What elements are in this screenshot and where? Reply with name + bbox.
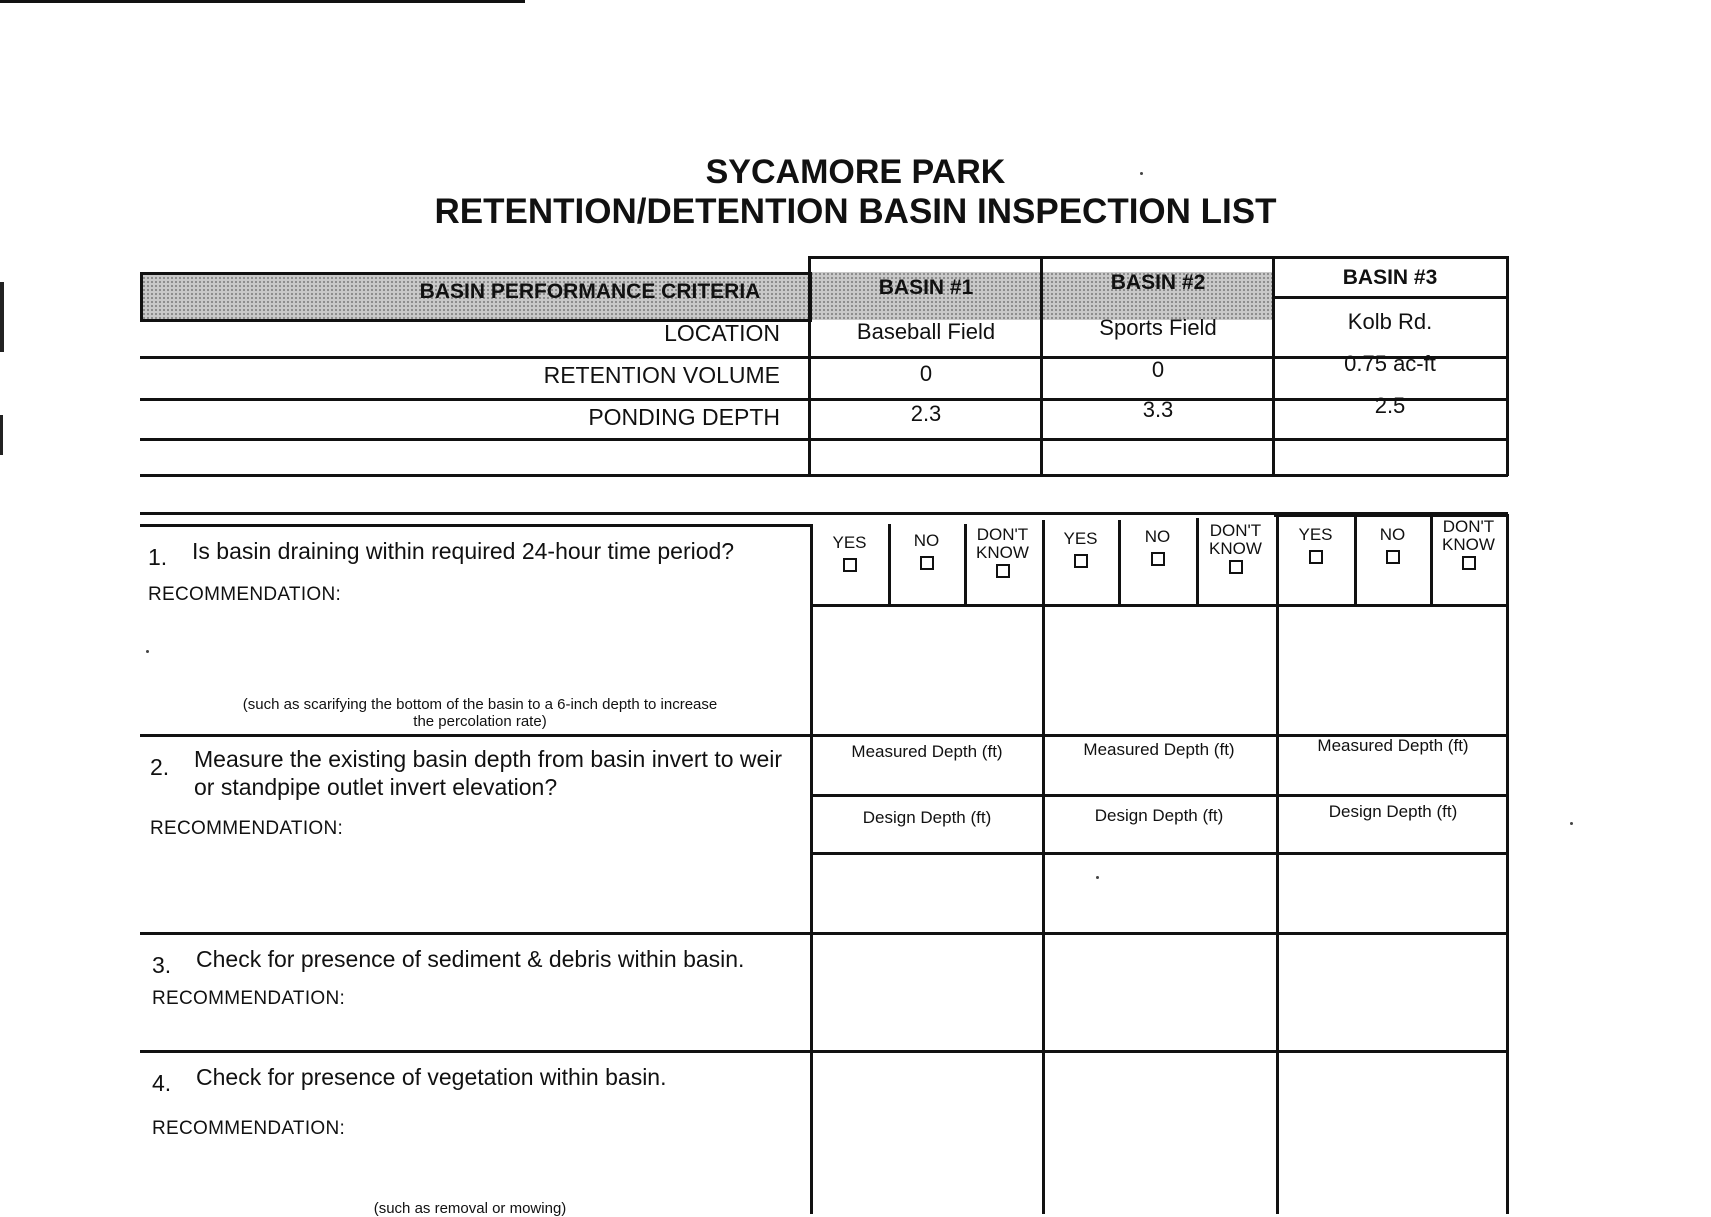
retention-volume-label: RETENTION VOLUME xyxy=(543,362,780,388)
scan-speck xyxy=(1570,822,1573,825)
checkbox[interactable] xyxy=(996,564,1010,578)
q1-note-line1: (such as scarifying the bottom of the basin to a 6-inch depth to increase xyxy=(242,696,718,713)
q4-number: 4. xyxy=(152,1070,172,1096)
dontknow-label: KNOW xyxy=(1442,535,1495,554)
basin1-location: Baseball Field xyxy=(856,319,996,344)
scan-edge-mark xyxy=(0,282,4,352)
q1-note xyxy=(150,696,810,730)
basin2-design-depth-label: Design Depth (ft) xyxy=(1094,806,1224,825)
checkbox[interactable] xyxy=(843,558,857,572)
q2-text-line2: or standpipe outlet invert elevation? xyxy=(194,774,558,800)
q1-note-line2: the percolation rate) xyxy=(413,713,547,730)
basin3-design-depth-label: Design Depth (ft) xyxy=(1328,802,1458,821)
basin2-header: BASIN #2 xyxy=(1110,271,1206,294)
dontknow-label: DON'T xyxy=(1209,521,1262,540)
table-rule xyxy=(140,1050,1508,1053)
basin3-q1-no[interactable] xyxy=(1355,526,1430,564)
q2-text-line1: Measure the existing basin depth from basin invert to weir xyxy=(194,746,783,772)
no-label: NO xyxy=(1144,527,1171,546)
q3-text: Check for presence of sediment & debris within basin. xyxy=(196,946,745,972)
document-title: SYCAMORE PARK xyxy=(705,153,1006,191)
dontknow-label: KNOW xyxy=(976,543,1029,562)
basin3-header: BASIN #3 xyxy=(1342,266,1438,289)
basin3-ponding-depth: 2.5 xyxy=(1374,393,1406,418)
basin2-retention-volume: 0 xyxy=(1151,357,1165,382)
yes-label: YES xyxy=(1298,525,1333,544)
basin3-measured-depth-label: Measured Depth (ft) xyxy=(1317,736,1469,755)
scan-speck xyxy=(146,650,149,653)
basin2-location: Sports Field xyxy=(1099,315,1217,340)
checkbox[interactable] xyxy=(1309,550,1323,564)
table-rule xyxy=(1506,256,1509,476)
scan-speck xyxy=(1140,172,1143,175)
location-label: LOCATION xyxy=(664,320,780,346)
basin2-q1-no[interactable] xyxy=(1120,528,1195,566)
checkbox[interactable] xyxy=(1074,554,1088,568)
basin1-q1-no[interactable] xyxy=(889,532,964,570)
table-rule xyxy=(810,852,1508,855)
checkbox[interactable] xyxy=(1151,552,1165,566)
scan-speck xyxy=(1096,876,1099,879)
basin1-header: BASIN #1 xyxy=(878,276,974,299)
basin3-location: Kolb Rd. xyxy=(1347,309,1433,334)
table-rule xyxy=(810,524,813,1214)
basin1-q1-yes[interactable] xyxy=(812,534,887,572)
table-rule xyxy=(1274,296,1508,299)
table-rule xyxy=(140,474,1508,477)
checkbox[interactable] xyxy=(1386,550,1400,564)
checkbox[interactable] xyxy=(920,556,934,570)
q1-recommendation-label: RECOMMENDATION: xyxy=(148,584,342,605)
basin3-q1-yes[interactable] xyxy=(1278,526,1353,564)
no-label: NO xyxy=(913,531,940,550)
q1-number: 1. xyxy=(148,544,168,570)
table-rule xyxy=(1506,514,1509,1214)
basin1-retention-volume: 0 xyxy=(919,361,933,386)
basin1-ponding-depth: 2.3 xyxy=(910,401,942,426)
no-label: NO xyxy=(1379,525,1406,544)
checkbox[interactable] xyxy=(1229,560,1243,574)
q3-recommendation-label: RECOMMENDATION: xyxy=(152,988,346,1009)
table-rule xyxy=(1042,520,1045,1214)
q3-number: 3. xyxy=(152,952,172,978)
basin2-q1-yes[interactable] xyxy=(1043,530,1118,568)
table-rule xyxy=(140,438,1508,441)
scan-edge-line xyxy=(0,0,525,3)
q2-recommendation-label: RECOMMENDATION: xyxy=(150,818,344,839)
basin2-measured-depth-label: Measured Depth (ft) xyxy=(1083,740,1235,759)
checkbox[interactable] xyxy=(1462,556,1476,570)
document-subtitle: RETENTION/DETENTION BASIN INSPECTION LIST xyxy=(434,192,1277,231)
basin1-measured-depth-label: Measured Depth (ft) xyxy=(851,742,1003,761)
basin3-retention-volume: 0.75 ac-ft xyxy=(1344,351,1436,376)
criteria-header: BASIN PERFORMANCE CRITERIA xyxy=(419,280,761,303)
table-rule xyxy=(810,794,1508,797)
table-rule xyxy=(140,524,810,527)
basin2-ponding-depth: 3.3 xyxy=(1142,397,1174,422)
ponding-depth-label: PONDING DEPTH xyxy=(588,404,780,430)
dontknow-label: KNOW xyxy=(1209,539,1262,558)
basin2-q1-dontknow[interactable] xyxy=(1198,522,1273,574)
basin1-design-depth-label: Design Depth (ft) xyxy=(862,808,992,827)
yes-label: YES xyxy=(832,533,867,552)
scan-edge-mark xyxy=(0,415,3,455)
table-rule xyxy=(1276,514,1279,1214)
dontknow-label: DON'T xyxy=(976,525,1029,544)
table-rule xyxy=(810,256,1508,259)
q4-note: (such as removal or mowing) xyxy=(373,1200,567,1217)
q2-number: 2. xyxy=(150,754,170,780)
table-rule xyxy=(140,932,1508,935)
basin1-q1-dontknow[interactable] xyxy=(965,526,1040,578)
dontknow-label: DON'T xyxy=(1442,517,1495,536)
yes-label: YES xyxy=(1063,529,1098,548)
q4-text: Check for presence of vegetation within basin. xyxy=(196,1064,667,1090)
basin3-q1-dontknow[interactable] xyxy=(1431,518,1506,570)
q4-recommendation-label: RECOMMENDATION: xyxy=(152,1118,346,1139)
table-rule xyxy=(810,604,1508,607)
q1-text: Is basin draining within required 24-hour time period? xyxy=(192,538,735,564)
